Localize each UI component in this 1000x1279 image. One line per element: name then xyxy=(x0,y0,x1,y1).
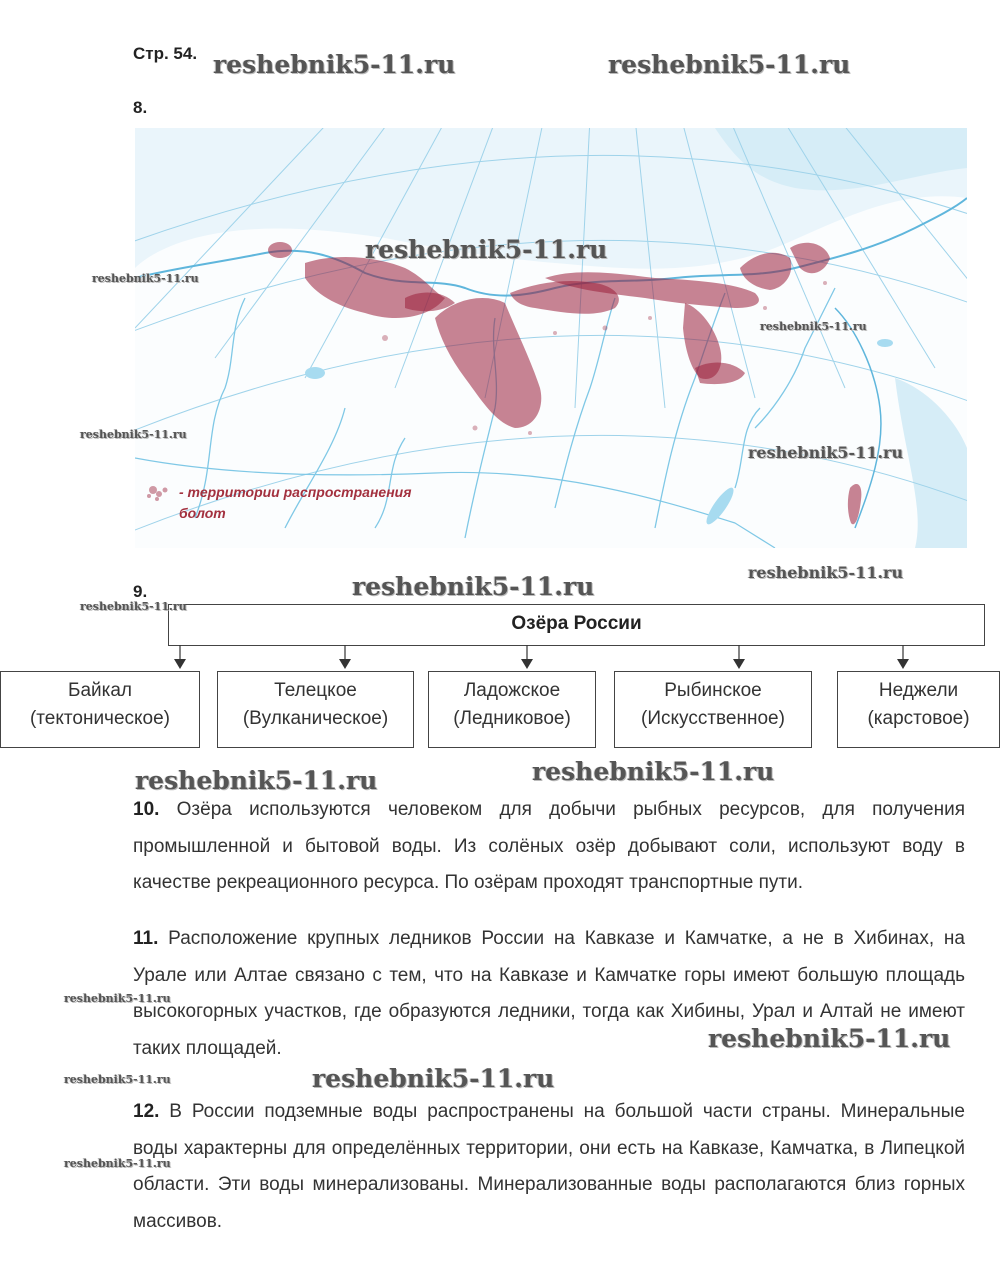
lake-box-rybinsk xyxy=(614,671,812,748)
watermark: reshebnik5-11.ru xyxy=(64,1157,171,1170)
lake-name: Неджели xyxy=(878,680,959,701)
lake-box-ladoga xyxy=(428,671,596,748)
lake-type: (Искусственное) xyxy=(641,708,785,729)
watermark: reshebnik5-11.ru xyxy=(80,428,187,441)
lake-box-baikal xyxy=(0,671,200,748)
diagram-connectors xyxy=(0,645,1000,671)
watermark: reshebnik5-11.ru xyxy=(708,1024,951,1053)
watermark: reshebnik5-11.ru xyxy=(608,50,851,79)
map-legend-label: - территории распространения болот xyxy=(179,484,412,521)
watermark: reshebnik5-11.ru xyxy=(760,320,867,333)
task-11-text: Расположение крупных ледников России на Кавказе и Камчатке, а не в Хибинах, на Урале или Алтае связано с тем, что на Кавказе и Камчатке горы имеют большую площадь высокогорных участков, где образуются ледники, тогда как Хибины, Урал и Алтай не имеют таких площадей. xyxy=(133,928,965,1059)
lake-type: (Вулканическое) xyxy=(242,708,389,729)
task-9-number: 9. xyxy=(133,582,148,601)
task-8-number: 8. xyxy=(133,98,148,117)
lake-type: (карстовое) xyxy=(867,708,970,729)
task-12-number: 12. xyxy=(133,1101,160,1122)
watermark: reshebnik5-11.ru xyxy=(64,992,171,1005)
watermark: reshebnik5-11.ru xyxy=(365,235,608,264)
watermark: reshebnik5-11.ru xyxy=(80,600,187,613)
lakes-title-box: Озёра России xyxy=(168,604,985,646)
lake-box-nedzheli xyxy=(837,671,1000,748)
lake-name: Байкал xyxy=(67,680,133,701)
page-number: Стр. 54. xyxy=(133,44,198,63)
lake-name: Рыбинское xyxy=(664,680,762,701)
watermark: reshebnik5-11.ru xyxy=(748,563,904,582)
task-10-text: Озёра используются человеком для добычи рыбных ресурсов, для получения промышленной и бытовой воды. Из солёных озёр добывают соли, используют воду в качестве рекреационного ресурса. По озёрам проходят транспортные пути. xyxy=(133,799,966,893)
watermark: reshebnik5-11.ru xyxy=(64,1073,171,1086)
lake-name: Ладожское xyxy=(463,680,561,701)
task-12-text: В России подземные воды распространены на большой части страны. Минеральные воды характерны для определённых территории, они есть на Кавказе, Камчатка, в Липецкой области. Эти воды минерализованы. Минерализованные воды располагаются близ горных массивов. xyxy=(133,1101,966,1232)
watermark: reshebnik5-11.ru xyxy=(532,757,775,786)
task-12-paragraph xyxy=(133,1094,965,1240)
task-10-number: 10. xyxy=(133,799,160,820)
watermark: reshebnik5-11.ru xyxy=(213,50,456,79)
lake-type: (Ледниковое) xyxy=(453,708,571,729)
task-10-paragraph xyxy=(133,792,965,902)
lake-box-teletskoye xyxy=(217,671,414,748)
watermark: reshebnik5-11.ru xyxy=(92,272,199,285)
lake-type: (тектоническое) xyxy=(29,708,171,729)
watermark: reshebnik5-11.ru xyxy=(135,766,378,795)
watermark: reshebnik5-11.ru xyxy=(312,1064,555,1093)
lake-name: Телецкое xyxy=(274,680,357,701)
watermark: reshebnik5-11.ru xyxy=(352,572,595,601)
task-11-number: 11. xyxy=(133,928,159,949)
watermark: reshebnik5-11.ru xyxy=(748,443,904,462)
